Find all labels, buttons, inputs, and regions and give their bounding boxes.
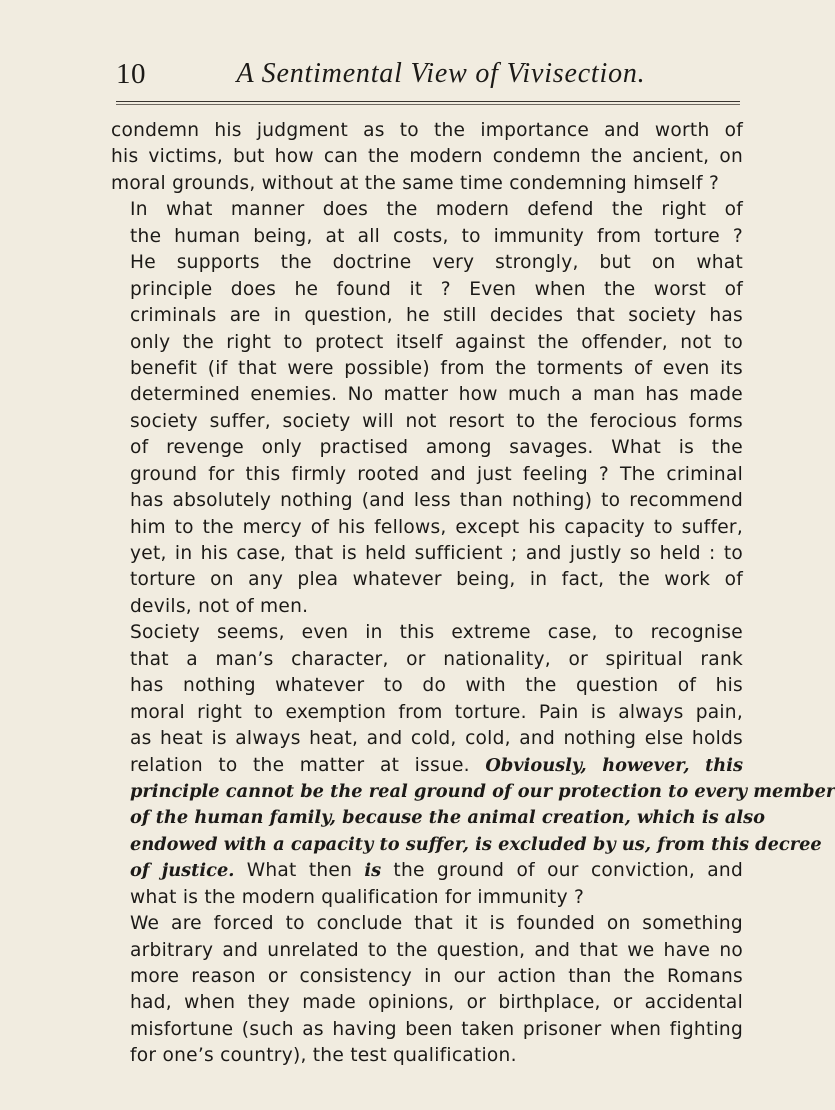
text-line: more reason or consistency in our action than the Romans bbox=[130, 966, 743, 987]
text-run: the ground of our conviction, and bbox=[381, 860, 743, 882]
text-line bbox=[111, 726, 743, 752]
paragraph bbox=[111, 197, 743, 620]
text-line: of revenge only practised among savages. What is the bbox=[130, 437, 743, 459]
text-run: as heat is always heat, and cold, cold, and nothing else holds bbox=[130, 728, 743, 750]
text-line: In what manner does the modern defend the right of bbox=[130, 199, 743, 221]
page-number: 10 bbox=[116, 58, 146, 90]
text-line: torture on any plea whatever being, in fact, the work of bbox=[130, 569, 743, 591]
paragraph bbox=[111, 118, 743, 197]
text-line bbox=[111, 753, 743, 779]
text-line: society suffer, society will not resort to the ferocious forms bbox=[130, 410, 743, 432]
text-line: the human being, at all costs, to immunity from torture ? bbox=[130, 225, 743, 247]
text-line bbox=[111, 700, 743, 726]
text-line bbox=[111, 885, 743, 911]
text-line: ground for this firmly rooted and just feeling ? The criminal bbox=[130, 463, 743, 485]
text-line: him to the mercy of his fellows, except his capacity to suffer, bbox=[130, 516, 743, 538]
italic-run: is bbox=[364, 860, 382, 882]
text-run: moral right to exemption from torture. Pain is always pain, bbox=[130, 701, 743, 723]
body-text bbox=[111, 118, 835, 1070]
text-line bbox=[111, 647, 743, 673]
running-head bbox=[116, 58, 740, 102]
text-run: Society seems, even in this extreme case, to recognise bbox=[130, 622, 743, 644]
text-line: only the right to protect itself against the offender, not to bbox=[130, 331, 743, 353]
text-run: that a man’s character, or nationality, or spiritual rank bbox=[130, 648, 743, 670]
header-rule bbox=[116, 101, 740, 105]
text-line: devils, not of men. bbox=[130, 595, 309, 617]
text-line: has absolutely nothing (and less than nothing) to recommend bbox=[130, 490, 743, 512]
text-run: what is the modern qualification for immunity ? bbox=[130, 886, 585, 908]
text-line: condemn his judgment as to the importance and worth of bbox=[111, 120, 743, 141]
text-line: for one’s country), the test qualification. bbox=[130, 1045, 517, 1067]
text-line: principle does he found it ? Even when the worst of bbox=[130, 278, 743, 300]
text-line: moral grounds, without at the same time condemning himself ? bbox=[111, 172, 720, 194]
text-line: We are forced to conclude that it is founded on something bbox=[130, 913, 743, 935]
text-line bbox=[111, 620, 743, 646]
text-line: He supports the doctrine very strongly, but on what bbox=[130, 252, 743, 274]
italic-run: principle cannot be the real ground of our protection to every member bbox=[130, 780, 835, 802]
text-line bbox=[111, 858, 743, 884]
text-line bbox=[111, 805, 766, 831]
text-line: his victims, but how can the modern condemn the ancient, on bbox=[111, 146, 743, 168]
paragraph bbox=[111, 620, 835, 911]
text-run: relation to the matter at issue. bbox=[130, 754, 486, 776]
text-line: misfortune (such as having been taken prisoner when fighting bbox=[130, 1018, 743, 1040]
italic-run: endowed with a capacity to suffer, is excluded by us, from this decree bbox=[130, 833, 822, 855]
text-line: yet, in his case, that is held sufficient ; and justly so held : to bbox=[130, 543, 743, 564]
text-line: benefit (if that were possible) from the torments of even its bbox=[130, 357, 743, 379]
text-line: determined enemies. No matter how much a man has made bbox=[130, 384, 743, 406]
running-title: A Sentimental View of Vivisection. bbox=[236, 58, 646, 89]
italic-run: of the human family, because the animal creation, which is also bbox=[130, 807, 766, 829]
italic-run: of justice. bbox=[130, 860, 235, 882]
italic-run: Obviously, however, this bbox=[485, 754, 743, 776]
text-line bbox=[111, 673, 743, 699]
text-run: What then bbox=[234, 860, 365, 882]
text-line bbox=[111, 832, 822, 858]
paragraph bbox=[111, 911, 743, 1070]
text-line: criminals are in question, he still decides that society has bbox=[130, 305, 743, 327]
text-line bbox=[111, 779, 835, 805]
text-line: arbitrary and unrelated to the question, and that we have no bbox=[130, 939, 743, 961]
text-line: had, when they made opinions, or birthplace, or accidental bbox=[130, 992, 743, 1014]
text-run: has nothing whatever to do with the question of his bbox=[130, 675, 743, 697]
